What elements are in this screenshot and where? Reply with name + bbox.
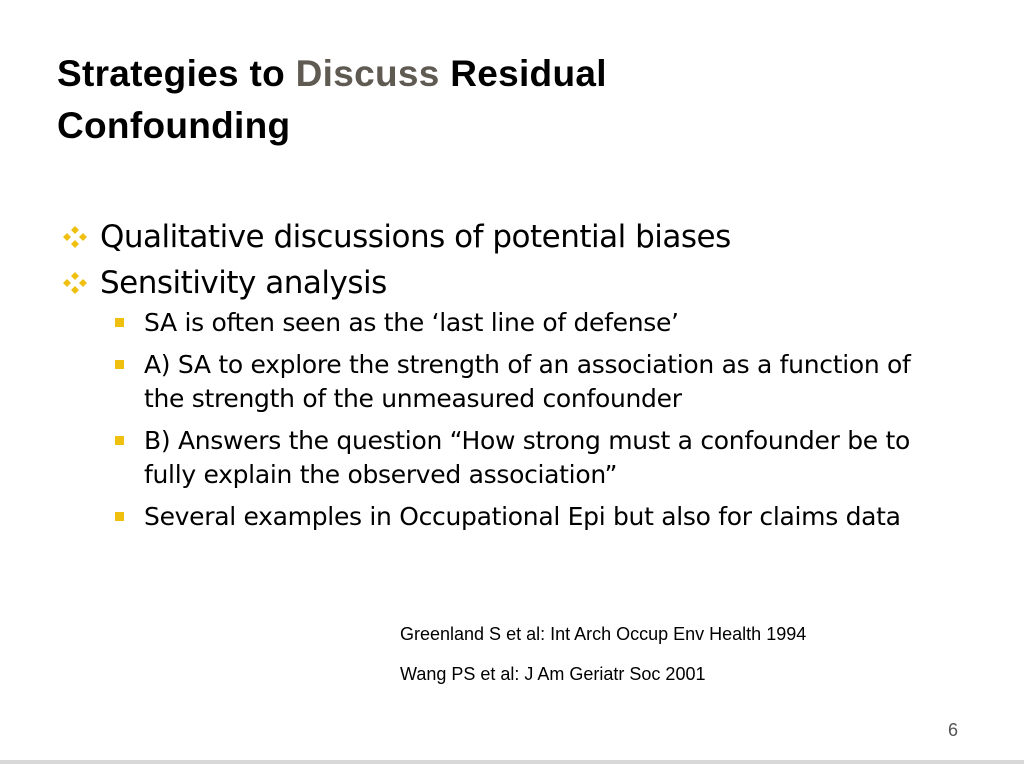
square-bullet-icon	[115, 436, 124, 445]
sub-bullet-text: SA is often seen as the ‘last line of defense’	[144, 308, 679, 337]
diamond-cluster-bullet-icon	[62, 272, 88, 294]
bullet-text: Qualitative discussions of potential biases	[100, 219, 731, 255]
slide-title	[57, 48, 957, 152]
sub-bullet-text: B) Answers the question “How strong must a confounder be to fully explain the observed association”	[144, 426, 910, 489]
sub-bullet-item	[114, 348, 944, 416]
page-number: 6	[947, 720, 958, 740]
square-bullet-icon	[115, 318, 124, 327]
square-bullet-icon	[115, 512, 124, 521]
title-text-2: Residual	[439, 53, 607, 94]
title-line-1	[57, 48, 957, 100]
references	[400, 614, 806, 694]
reference-item: Wang PS et al: J Am Geriatr Soc 2001	[400, 664, 706, 684]
diamond-cluster-bullet-icon	[62, 226, 88, 248]
footer-divider	[0, 760, 1024, 764]
sub-bullet-item	[114, 306, 944, 340]
bullet-list	[62, 214, 962, 542]
sub-bullet-item	[114, 424, 944, 492]
sub-bullet-item	[114, 500, 944, 534]
bullet-text: Sensitivity analysis	[100, 265, 387, 301]
square-bullet-icon	[115, 360, 124, 369]
sub-bullet-list	[62, 306, 962, 534]
sub-bullet-text: Several examples in Occupational Epi but also for claims data	[144, 502, 901, 531]
title-text-1: Strategies to	[57, 53, 296, 94]
sub-bullet-text: A) SA to explore the strength of an association as a function of the strength of the unmeasured confounder	[144, 350, 911, 413]
bullet-item-qualitative	[62, 214, 962, 260]
title-line-2: Confounding	[57, 105, 291, 146]
bullet-item-sensitivity	[62, 260, 962, 306]
title-accent-word: Discuss	[295, 53, 440, 94]
reference-item: Greenland S et al: Int Arch Occup Env Health 1994	[400, 624, 807, 644]
